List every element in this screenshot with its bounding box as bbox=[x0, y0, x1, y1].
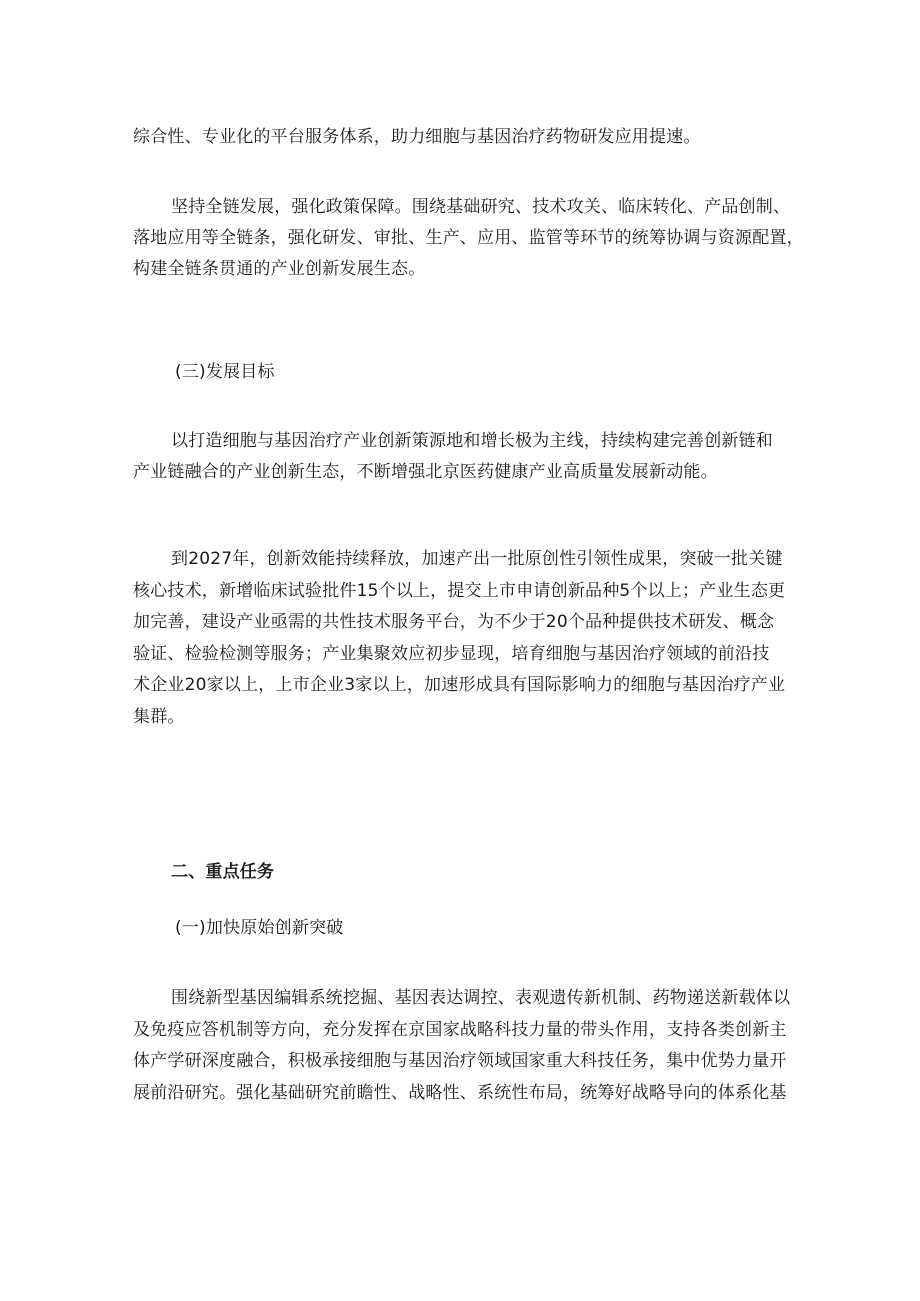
paragraph-2027-targets bbox=[133, 544, 788, 733]
paragraph-line: 产业链融合的产业创新生态，不断增强北京医药健康产业高质量发展新动能。 bbox=[133, 462, 718, 482]
paragraph-frontier-research bbox=[133, 983, 791, 1109]
paragraph-line: 坚持全链发展，强化政策保障。围绕基础研究、技术攻关、临床转化、产品创制、 bbox=[171, 197, 791, 217]
paragraph-line: 落地应用等全链条，强化研发、审批、生产、应用、监管等环节的统筹协调与资源配置， bbox=[133, 228, 804, 248]
heading-text: (一)加快原始创新突破 bbox=[175, 918, 344, 938]
paragraph-line: 核心技术，新增临床试验批件15个以上，提交上市申请创新品种5个以上；产业生态更 bbox=[133, 580, 786, 601]
paragraph-line: 构建全链条贯通的产业创新发展生态。 bbox=[133, 259, 426, 279]
paragraph-line: 综合性、专业化的平台服务体系，助力细胞与基因治疗药物研发应用提速。 bbox=[133, 127, 701, 147]
heading-text: 二、重点任务 bbox=[171, 862, 275, 882]
paragraph-line: 验证、检验检测等服务；产业集聚效应初步显现，培育细胞与基因治疗领域的前沿技 bbox=[133, 643, 770, 664]
paragraph-main-line bbox=[133, 426, 788, 488]
section-heading-development-goals bbox=[133, 357, 788, 388]
paragraph-line: 围绕新型基因编辑系统挖掘、基因表达调控、表观遗传新机制、药物递送新载体以 bbox=[171, 988, 791, 1008]
subsection-heading-original-innovation bbox=[133, 913, 788, 944]
paragraph-full-chain-development bbox=[133, 192, 804, 285]
paragraph-line: 术企业20家以上，上市企业3家以上，加速形成具有国际影响力的细胞与基因治疗产业 bbox=[133, 675, 786, 695]
heading-text: (三)发展目标 bbox=[175, 362, 275, 382]
section-heading-key-tasks bbox=[133, 857, 788, 888]
paragraph-line: 以打造细胞与基因治疗产业创新策源地和增长极为主线，持续构建完善创新链和 bbox=[171, 431, 773, 451]
paragraph-platform-services bbox=[133, 122, 788, 153]
paragraph-line: 集群。 bbox=[133, 706, 185, 727]
paragraph-line: 及免疫应答机制等方向，充分发挥在京国家战略科技力量的带头作用，支持各类创新主 bbox=[133, 1019, 787, 1040]
paragraph-line: 加完善，建设产业亟需的共性技术服务平台，为不少于20个品种提供技术研发、概念 bbox=[133, 612, 775, 632]
paragraph-line: 展前沿研究。强化基础研究前瞻性、战略性、系统性布局，统筹好战略导向的体系化基 bbox=[133, 1082, 787, 1103]
paragraph-line: 到2027年，创新效能持续释放，加速产出一批原创性引领性成果，突破一批关键 bbox=[171, 549, 783, 569]
paragraph-line: 体产学研深度融合，积极承接细胞与基因治疗领域国家重大科技任务，集中优势力量开 bbox=[133, 1051, 787, 1071]
